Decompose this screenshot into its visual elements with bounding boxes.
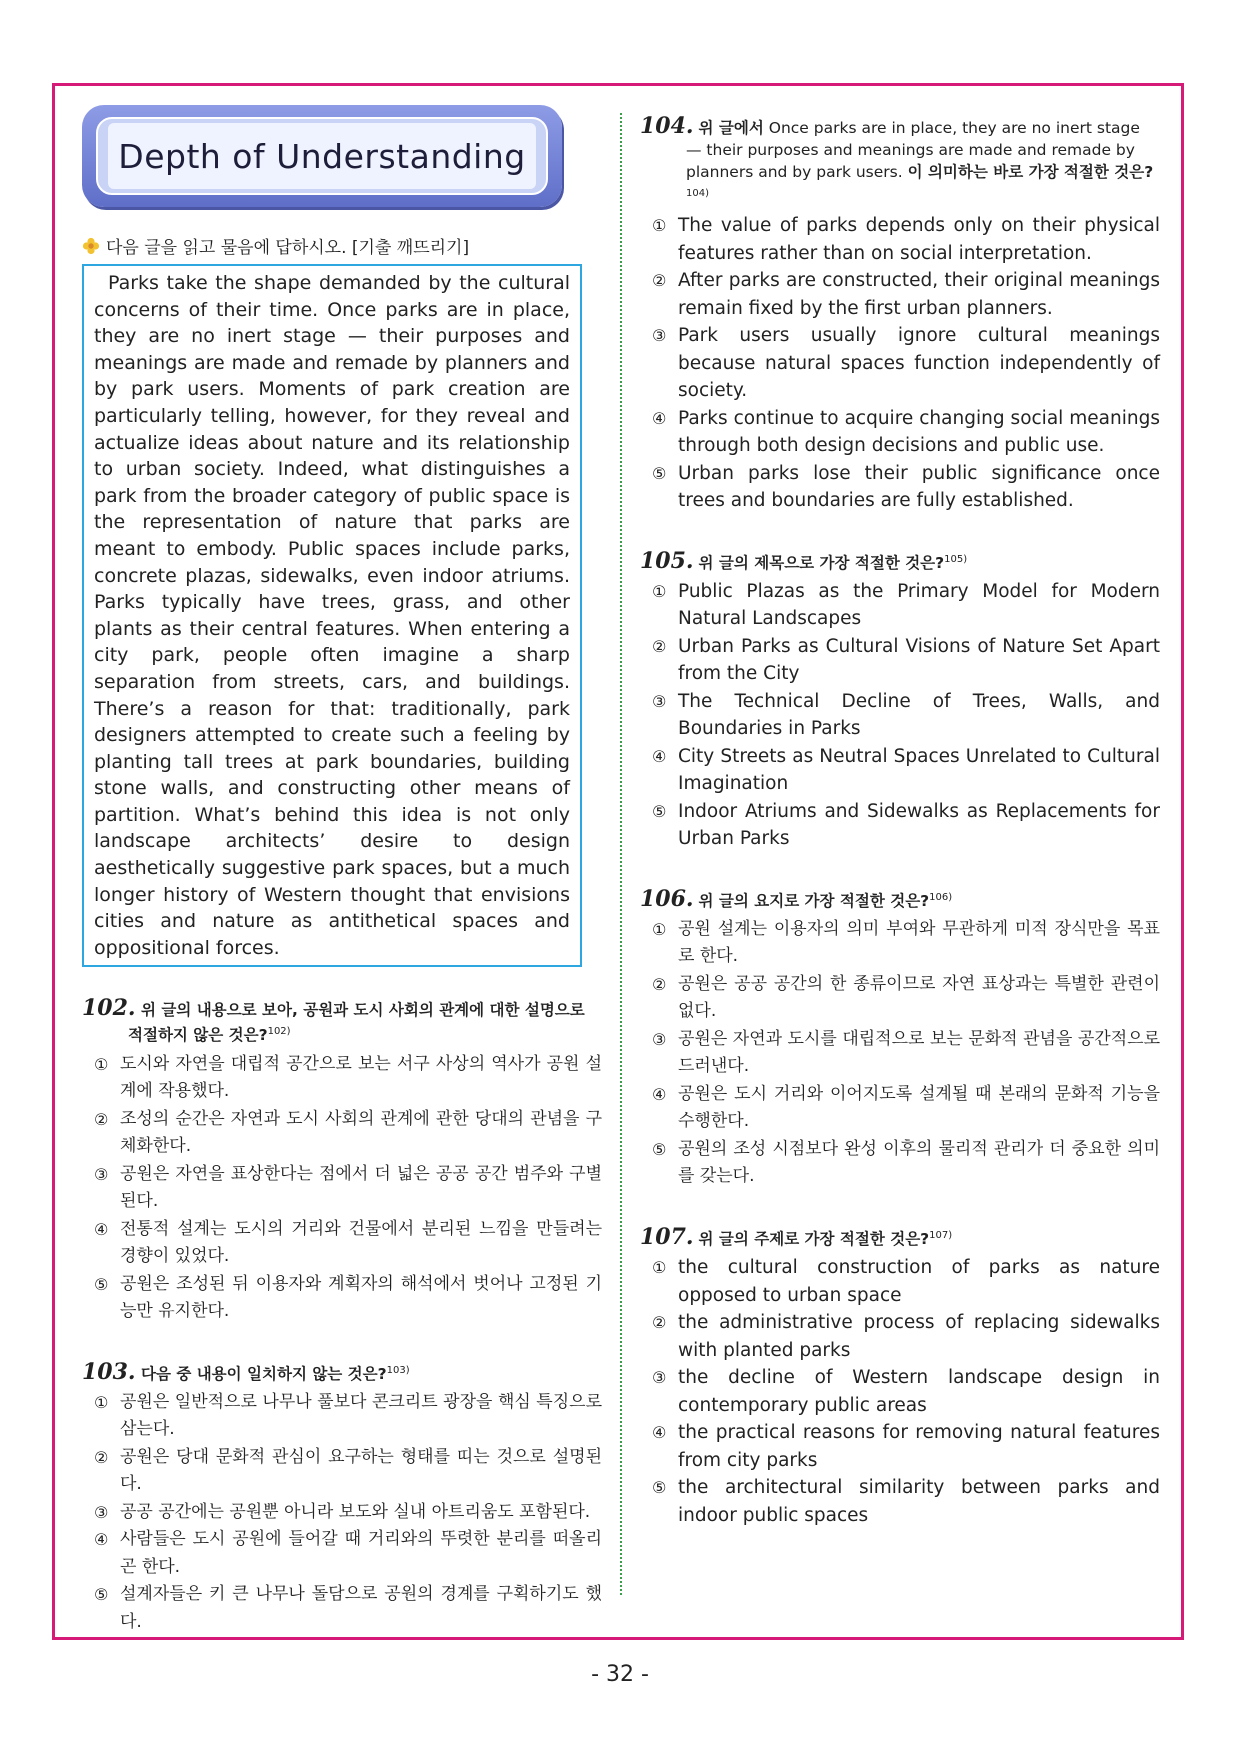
question-104 [640,115,1160,515]
option-3[interactable] [82,1499,602,1527]
question-107 [640,1225,1160,1529]
option-marker: ③ [652,691,667,711]
question-title [640,549,1160,574]
option-text: The value of parks depends only on their physical features rather than on social interpretation. [678,215,1160,264]
option-list [82,1389,602,1637]
option-1[interactable] [640,1254,1160,1309]
option-2[interactable] [640,633,1160,688]
question-text: 위 글의 요지로 가장 적절한 것은? [698,891,930,910]
option-text: 사람들은 도시 공원에 들어갈 때 거리와의 뚜렷한 분리를 떠올리곤 한다. [120,1529,602,1577]
option-text: Indoor Atriums and Sidewalks as Replacements for Urban Parks [678,800,1160,850]
option-text: the decline of Western landscape design in contemporary public areas [678,1367,1160,1416]
question-106 [640,887,1160,1191]
question-title [640,887,1160,912]
question-ref: 106) [929,891,953,903]
option-3[interactable] [82,1161,602,1216]
option-text: 전통적 설계는 도시의 거리와 건물에서 분리된 느낌을 만들려는 경향이 있었다. [120,1218,602,1267]
option-marker: ⑤ [652,1139,667,1159]
option-marker: ③ [652,326,667,346]
question-text: 위 글의 내용으로 보아, 공원과 도시 사회의 관계에 대한 설명으로 적절하지 않은 것은? [128,1001,585,1045]
option-marker: ① [94,1054,109,1074]
option-1[interactable] [82,1389,602,1444]
question-number: 106. [640,885,694,912]
section-banner [82,105,562,207]
question-text: 위 글의 제목으로 가장 적절한 것은? [698,553,945,572]
option-marker: ② [652,271,667,291]
option-list [640,578,1160,853]
banner-title: Depth of Understanding [108,123,536,189]
right-column [640,115,1160,1529]
passage-text: Parks take the shape demanded by the cultural concerns of their time. Once parks are in place, they are no inert stage — their purposes and meanings are made and remade by planners and by park users. Moments of park creation are particularly telling, however, for they reveal and actualize ideas about nature and its relationship to urban society. Indeed, what distinguishes a park from the broader category of public space is the representation of nature that parks are meant to embody. Public spaces include parks, concrete plazas, sidewalks, even indoor atriums. Parks typically have trees, grass, and other plants as their central features. When entering a city park, people often imagine a sharp separation from streets, cars, and buildings. There’s a reason for that: traditionally, park designers attempted to create such a feeling by planting tall trees at park boundaries, building stone walls, and constructing other means of partition. What’s behind this idea is not only landscape architects’ desire to design aesthetically suggestive park spaces, but a much longer history of Western thought that envisions cities and nature as antithetical spaces and oppositional forces. [94,272,570,959]
option-marker: ④ [94,1530,109,1550]
column-divider [620,113,622,1595]
option-text: Urban Parks as Cultural Visions of Nature Set Apart from the City [678,635,1160,685]
option-marker: ② [94,1447,109,1467]
question-title [640,115,1160,208]
option-5[interactable] [640,1474,1160,1529]
question-title [82,1360,602,1385]
option-text: 공원은 자연을 표상한다는 점에서 더 넓은 공공 공간 범주와 구별된다. [120,1163,602,1212]
option-2[interactable] [640,971,1160,1026]
option-text: 공공 공간에는 공원뿐 아니라 보도와 실내 아트리움도 포함된다. [120,1501,591,1522]
page-number: - 32 - [591,1662,649,1687]
option-1[interactable] [640,212,1160,267]
option-marker: ① [652,1258,667,1278]
question-ref: 104) [686,188,709,199]
question-number: 103. [82,1358,136,1385]
question-quote: Once parks are in place, they are no inert stage — their purposes and meanings are made and remade by planners and by park users. [686,119,1140,181]
question-title [82,997,602,1046]
option-text: Urban parks lose their public significance once trees and boundaries are fully established. [678,462,1160,512]
option-text: 도시와 자연을 대립적 공간으로 보는 서구 사상의 역사가 공원 설계에 작용했다. [120,1053,602,1102]
option-marker: ① [94,1392,109,1412]
question-lead: 위 글에서 [698,119,764,137]
option-text: Public Plazas as the Primary Model for Modern Natural Landscapes [678,580,1160,630]
option-marker: ⑤ [94,1585,109,1605]
option-marker: ④ [652,1084,667,1104]
option-5[interactable] [640,1136,1160,1191]
option-text: Park users usually ignore cultural meanings because natural spaces function independently of society. [678,325,1160,402]
option-text: The Technical Decline of Trees, Walls, and Boundaries in Parks [678,690,1160,740]
option-1[interactable] [640,916,1160,971]
option-4[interactable] [82,1216,602,1271]
option-2[interactable] [82,1444,602,1499]
option-text: 설계자들은 키 큰 나무나 돌담으로 공원의 경계를 구획하기도 했다. [120,1584,602,1632]
option-list [640,916,1160,1191]
option-marker: ① [652,919,667,939]
option-marker: ⑤ [652,801,667,821]
question-ref: 102) [267,1026,291,1038]
question-text: 위 글의 주제로 가장 적절한 것은? [698,1230,930,1249]
option-marker: ① [652,216,667,236]
option-5[interactable] [640,460,1160,515]
option-text: 공원은 조성된 뒤 이용자와 계획자의 해석에서 벗어나 고정된 기능만 유지한다. [120,1273,602,1322]
option-1[interactable] [640,578,1160,633]
option-text: 공원은 당대 문화적 관심이 요구하는 형태를 띠는 것으로 설명된다. [120,1446,602,1495]
option-text: the cultural construction of parks as nature opposed to urban space [678,1257,1160,1306]
option-marker: ③ [652,1368,667,1388]
option-text: 조성의 순간은 자연과 도시 사회의 관계에 관한 당대의 관념을 구체화한다. [120,1108,602,1157]
option-text: 공원의 조성 시점보다 완성 이후의 물리적 관리가 더 중요한 의미를 갖는다. [678,1138,1160,1187]
option-list [82,1051,602,1326]
question-number: 102. [82,995,136,1022]
instruction-text: 다음 글을 읽고 물음에 답하시오. [기출 깨뜨리기] [106,238,470,258]
option-marker: ③ [652,1029,667,1049]
option-text: the practical reasons for removing natural features from city parks [678,1422,1160,1471]
option-text: City Streets as Neutral Spaces Unrelated to Cultural Imagination [678,745,1160,795]
option-4[interactable] [640,1419,1160,1474]
question-number: 105. [640,547,694,574]
question-number: 107. [640,1224,694,1251]
option-5[interactable] [640,798,1160,853]
option-1[interactable] [82,1051,602,1106]
option-marker: ④ [94,1219,109,1239]
option-marker: ③ [94,1164,109,1184]
option-marker: ⑤ [652,1478,667,1498]
reading-passage [82,264,582,967]
option-2[interactable] [640,1309,1160,1364]
instruction [82,233,602,258]
question-105 [640,549,1160,853]
question-ref: 103) [386,1364,410,1376]
option-4[interactable] [640,1081,1160,1136]
option-3[interactable] [640,688,1160,743]
option-text: Parks continue to acquire changing social meanings through both design decisions and public use. [678,407,1160,457]
option-5[interactable] [82,1581,602,1636]
option-marker: ② [652,1313,667,1333]
option-text: After parks are constructed, their original meanings remain fixed by the first urban planners. [678,270,1160,319]
question-ref: 105) [944,553,968,565]
option-marker: ⑤ [94,1274,109,1294]
option-4[interactable] [640,405,1160,460]
question-102 [82,997,602,1325]
question-title [640,1225,1160,1250]
option-3[interactable] [640,1026,1160,1081]
option-list [640,212,1160,515]
option-text: the administrative process of replacing sidewalks with planted parks [678,1312,1160,1361]
option-3[interactable] [640,1364,1160,1419]
option-marker: ④ [652,1423,667,1443]
option-text: 공원은 일반적으로 나무나 풀보다 콘크리트 광장을 핵심 특징으로 삼는다. [120,1391,602,1440]
option-marker: ④ [652,408,667,428]
option-marker: ④ [652,746,667,766]
option-marker: ② [652,636,667,656]
option-text: 공원 설계는 이용자의 의미 부여와 무관하게 미적 장식만을 목표로 한다. [678,918,1160,967]
option-4[interactable] [640,743,1160,798]
option-marker: ② [94,1109,109,1129]
option-marker: ① [652,581,667,601]
option-4[interactable] [82,1526,602,1581]
question-103 [82,1360,602,1637]
option-marker: ② [652,974,667,994]
option-marker: ⑤ [652,463,667,483]
question-ref: 107) [929,1229,953,1241]
option-3[interactable] [640,322,1160,405]
option-marker: ③ [94,1502,109,1522]
question-text: 다음 중 내용이 일치하지 않는 것은? [141,1364,387,1383]
left-column [82,105,602,1636]
option-text: 공원은 자연과 도시를 대립적으로 보는 문화적 관념을 공간적으로 드러낸다. [678,1028,1160,1077]
option-text: 공원은 공공 공간의 한 종류이므로 자연 표상과는 특별한 관련이 없다. [678,973,1160,1022]
option-5[interactable] [82,1271,602,1326]
flower-icon [82,237,100,255]
option-text: the architectural similarity between parks and indoor public spaces [678,1477,1160,1526]
option-text: 공원은 도시 거리와 이어지도록 설계될 때 본래의 문화적 기능을 수행한다. [678,1083,1160,1132]
question-tail: 이 의미하는 바로 가장 적절한 것은? [907,163,1154,181]
question-number: 104. [640,113,694,139]
option-2[interactable] [82,1106,602,1161]
option-list [640,1254,1160,1529]
option-2[interactable] [640,267,1160,322]
